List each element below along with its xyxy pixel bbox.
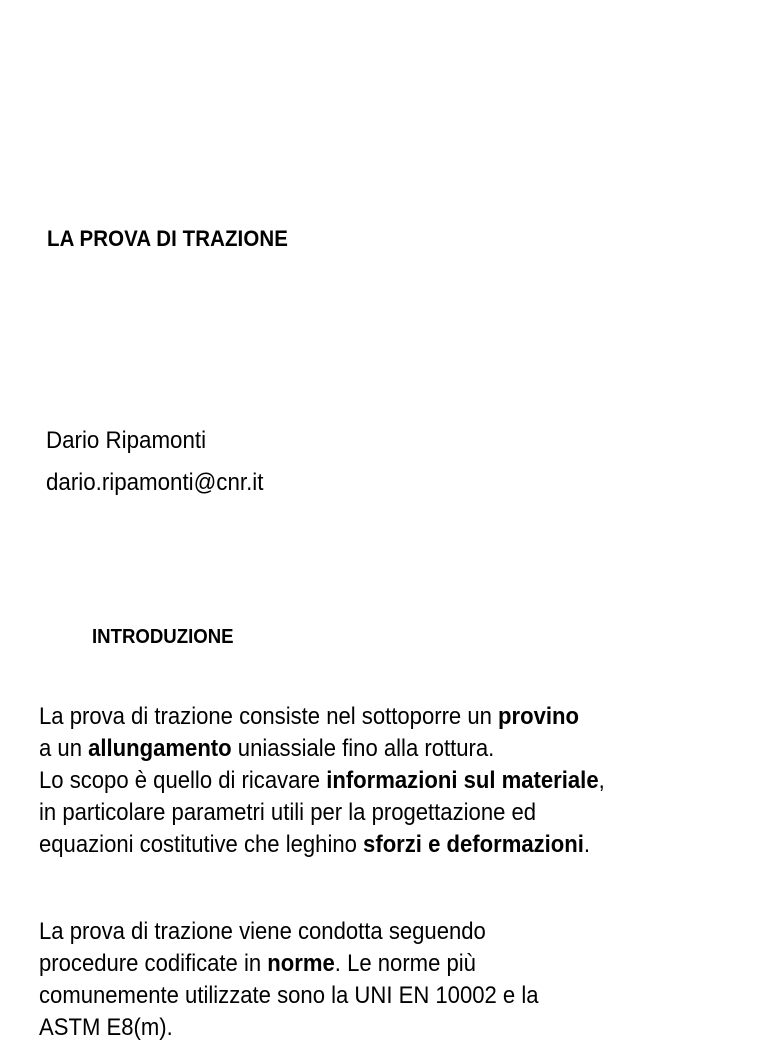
paragraph-line: [39, 829, 605, 861]
paragraph-line: [39, 701, 605, 733]
bold-term-norme: norme: [267, 950, 335, 977]
paragraph-line: [39, 733, 605, 765]
text-run: . Le norme più: [334, 950, 476, 977]
paragraph-line: [39, 765, 605, 797]
section-heading: INTRODUZIONE: [92, 626, 234, 648]
paragraph-line: ASTM E8(m).: [39, 1014, 173, 1041]
bold-term-provino: provino: [498, 703, 580, 730]
bold-term-allungamento: allungamento: [88, 735, 232, 762]
paragraph-line: in particolare parametri utili per la progettazione ed: [39, 799, 537, 826]
author-block: [46, 420, 263, 504]
author-email: dario.ripamonti@cnr.it: [46, 469, 264, 496]
norms-paragraph: [39, 916, 539, 1044]
bold-term-informazioni: informazioni sul materiale: [326, 767, 599, 794]
paragraph-line: [39, 948, 539, 980]
author-name: Dario Ripamonti: [46, 427, 207, 454]
bold-term-sforzi: sforzi e deformazioni: [363, 831, 584, 858]
text-run: ,: [598, 767, 605, 794]
text-run: Lo scopo è quello di ricavare: [39, 767, 327, 794]
document-title: LA PROVA DI TRAZIONE: [47, 226, 288, 251]
text-run: equazioni costitutive che leghino: [39, 831, 364, 858]
text-run: uniassiale fino alla rottura.: [231, 735, 495, 762]
text-run: .: [583, 831, 591, 858]
paragraph-line: comunemente utilizzate sono la UNI EN 10002 e la: [39, 982, 539, 1009]
text-run: procedure codificate in: [39, 950, 268, 977]
text-run: La prova di trazione consiste nel sottoporre un: [39, 703, 499, 730]
text-run: a un: [39, 735, 89, 762]
intro-paragraph: [39, 701, 605, 861]
paragraph-line: La prova di trazione viene condotta seguendo: [39, 918, 486, 945]
